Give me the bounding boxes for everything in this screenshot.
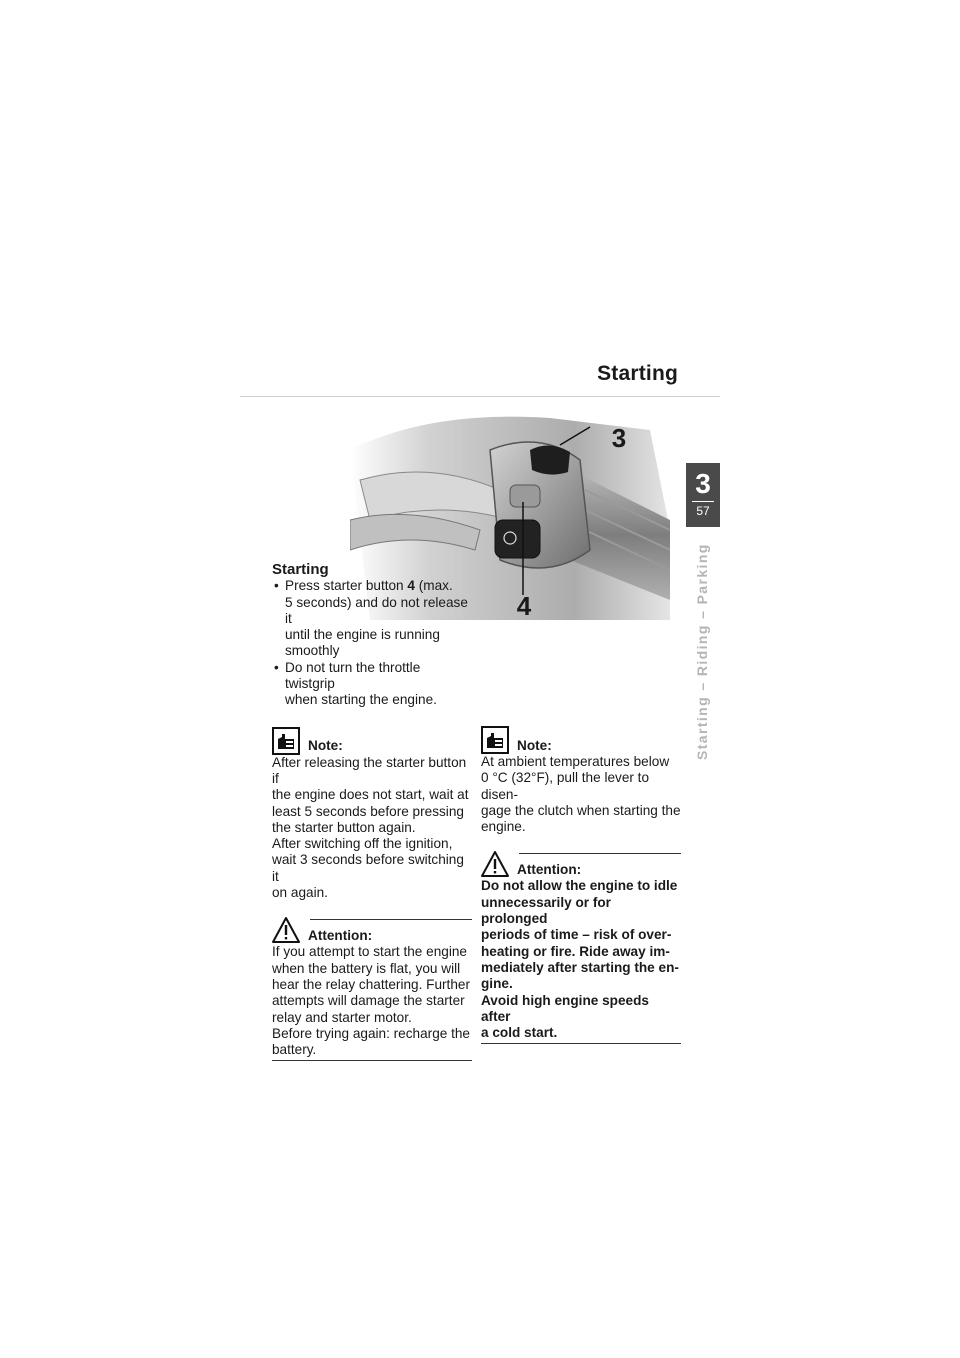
note-block [481,726,681,835]
attention-bottom-rule [481,1043,681,1044]
attention-text: Do not allow the engine to idle unnecessarily or for prolonged periods of time – risk of over- heating or fire. Ride away im- mediately after starting the en- gine. Avoid high engine speeds after a cold start. [481,878,679,1041]
warning-icon [272,916,300,944]
title-divider [240,396,720,397]
page-title: Starting [597,362,678,385]
instruction-list [272,578,472,708]
right-column [481,726,681,1044]
callout-3: 3 [611,423,627,453]
chapter-tab [686,463,720,527]
chapter-side-label: Starting – Riding – Parking [694,543,710,760]
attention-label: Attention: [517,862,582,878]
chapter-number: 3 [695,468,711,499]
attention-label: Attention: [308,928,373,944]
note-block [272,727,472,902]
list-item: • Press starter button 4 (max. 5 seconds) and do not release it until the engine is running smoothly [272,578,472,659]
left-column [272,562,472,1061]
note-text: After releasing the starter button if the engine does not start, wait at least 5 seconds before pressing the starter button again. After switching off the ignition, wait 3 seconds before switching it on again. [272,754,469,901]
page-number: 57 [696,504,710,518]
attention-top-rule [519,853,681,854]
attention-text: If you attempt to start the engine when the battery is flat, you will hear the relay chattering. Further attempts will damage the starter relay and starter motor. Before trying again: recharge the battery. [272,944,470,1058]
list-item: • Do not turn the throttle twistgrip when starting the engine. [272,660,472,709]
callout-4: 4 [516,591,532,621]
warning-icon [481,850,509,878]
note-icon [272,727,300,755]
section-heading: Starting [272,561,329,578]
note-text: At ambient temperatures below 0 °C (32°F), pull the lever to disen- gage the clutch when starting the engine. [481,754,681,835]
note-label: Note: [308,738,343,754]
note-icon [481,726,509,754]
attention-block [481,853,681,1044]
attention-top-rule [310,919,472,920]
attention-block [272,919,472,1061]
note-label: Note: [517,737,552,753]
attention-bottom-rule [272,1060,472,1061]
